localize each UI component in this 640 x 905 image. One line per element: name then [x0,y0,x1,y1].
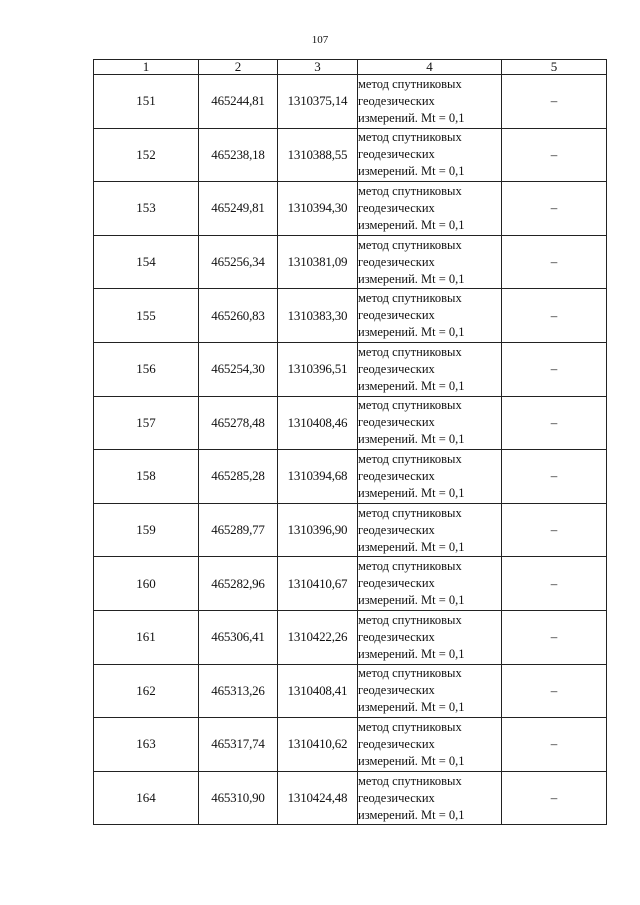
method-line: геодезических [358,93,435,108]
note-cell: – [502,610,607,664]
method-line: измерений. Mt = 0,1 [358,325,465,340]
point-number-cell: 164 [94,771,199,825]
method-line: метод спутниковых [358,612,462,627]
method-line: метод спутниковых [358,719,462,734]
x-coordinate-cell: 465313,26 [199,664,278,718]
point-number-cell: 151 [94,75,199,129]
method-line: измерений. Mt = 0,1 [358,432,465,447]
note-cell: – [502,718,607,772]
method-line: измерений. Mt = 0,1 [358,646,465,661]
point-number-cell: 162 [94,664,199,718]
table-row [94,557,607,611]
column-header: 3 [278,60,358,75]
table-row [94,128,607,182]
note-cell: – [502,664,607,718]
x-coordinate-cell: 465306,41 [199,610,278,664]
method-line: измерений. Mt = 0,1 [358,110,465,125]
table-row [94,235,607,289]
note-cell: – [502,503,607,557]
point-number-cell: 159 [94,503,199,557]
method-line: метод спутниковых [358,76,462,91]
x-coordinate-cell: 465278,48 [199,396,278,450]
method-cell [358,610,502,664]
method-line: метод спутниковых [358,505,462,520]
column-header: 2 [199,60,278,75]
point-number-cell: 153 [94,182,199,236]
note-cell: – [502,557,607,611]
method-line: геодезических [358,200,435,215]
y-coordinate-cell: 1310408,41 [278,664,358,718]
method-line: метод спутниковых [358,237,462,252]
method-line: метод спутниковых [358,773,462,788]
point-number-cell: 158 [94,450,199,504]
method-line: геодезических [358,629,435,644]
table-body [94,75,607,825]
y-coordinate-cell: 1310396,90 [278,503,358,557]
point-number-cell: 163 [94,718,199,772]
table-row [94,503,607,557]
method-line: измерений. Mt = 0,1 [358,700,465,715]
method-line: измерений. Mt = 0,1 [358,539,465,554]
x-coordinate-cell: 465317,74 [199,718,278,772]
note-cell: – [502,396,607,450]
method-line: метод спутниковых [358,344,462,359]
table-row [94,771,607,825]
method-cell [358,235,502,289]
method-line: измерений. Mt = 0,1 [358,593,465,608]
method-line: измерений. Mt = 0,1 [358,378,465,393]
table-row [94,342,607,396]
table-row [94,182,607,236]
method-cell [358,342,502,396]
table-row [94,289,607,343]
note-cell: – [502,342,607,396]
y-coordinate-cell: 1310396,51 [278,342,358,396]
coordinates-table [93,59,607,825]
y-coordinate-cell: 1310408,46 [278,396,358,450]
note-cell: – [502,75,607,129]
method-line: геодезических [358,254,435,269]
point-number-cell: 155 [94,289,199,343]
method-line: метод спутниковых [358,291,462,306]
method-line: метод спутниковых [358,183,462,198]
table-row [94,664,607,718]
method-cell [358,128,502,182]
method-line: измерений. Mt = 0,1 [358,753,465,768]
y-coordinate-cell: 1310394,30 [278,182,358,236]
method-line: геодезических [358,361,435,376]
x-coordinate-cell: 465254,30 [199,342,278,396]
x-coordinate-cell: 465289,77 [199,503,278,557]
column-header: 4 [358,60,502,75]
method-line: геодезических [358,468,435,483]
method-line: метод спутниковых [358,451,462,466]
table-row [94,610,607,664]
column-header: 1 [94,60,199,75]
note-cell: – [502,771,607,825]
x-coordinate-cell: 465244,81 [199,75,278,129]
method-line: измерений. Mt = 0,1 [358,485,465,500]
method-cell [358,718,502,772]
y-coordinate-cell: 1310410,67 [278,557,358,611]
table-row [94,396,607,450]
method-line: метод спутниковых [358,398,462,413]
method-cell [358,396,502,450]
method-cell [358,503,502,557]
method-cell [358,557,502,611]
table-row [94,450,607,504]
x-coordinate-cell: 465260,83 [199,289,278,343]
method-line: метод спутниковых [358,559,462,574]
method-line: геодезических [358,576,435,591]
point-number-cell: 154 [94,235,199,289]
note-cell: – [502,450,607,504]
method-line: измерений. Mt = 0,1 [358,807,465,822]
page-number: 107 [311,34,329,46]
method-line: метод спутниковых [358,666,462,681]
table-row [94,718,607,772]
column-header: 5 [502,60,607,75]
note-cell: – [502,182,607,236]
method-line: геодезических [358,415,435,430]
x-coordinate-cell: 465249,81 [199,182,278,236]
x-coordinate-cell: 465282,96 [199,557,278,611]
point-number-cell: 156 [94,342,199,396]
table-header-row [94,60,607,75]
point-number-cell: 152 [94,128,199,182]
point-number-cell: 160 [94,557,199,611]
y-coordinate-cell: 1310381,09 [278,235,358,289]
method-cell [358,75,502,129]
point-number-cell: 157 [94,396,199,450]
method-cell [358,182,502,236]
method-line: геодезических [358,522,435,537]
table-row [94,75,607,129]
method-line: метод спутниковых [358,130,462,145]
method-line: геодезических [358,147,435,162]
method-line: измерений. Mt = 0,1 [358,217,465,232]
x-coordinate-cell: 465238,18 [199,128,278,182]
y-coordinate-cell: 1310388,55 [278,128,358,182]
y-coordinate-cell: 1310424,48 [278,771,358,825]
method-line: геодезических [358,736,435,751]
x-coordinate-cell: 465310,90 [199,771,278,825]
y-coordinate-cell: 1310422,26 [278,610,358,664]
y-coordinate-cell: 1310410,62 [278,718,358,772]
note-cell: – [502,235,607,289]
method-cell [358,289,502,343]
method-line: геодезических [358,790,435,805]
note-cell: – [502,128,607,182]
y-coordinate-cell: 1310394,68 [278,450,358,504]
method-cell [358,771,502,825]
x-coordinate-cell: 465285,28 [199,450,278,504]
method-line: геодезических [358,308,435,323]
y-coordinate-cell: 1310383,30 [278,289,358,343]
point-number-cell: 161 [94,610,199,664]
note-cell: – [502,289,607,343]
method-cell [358,450,502,504]
method-cell [358,664,502,718]
method-line: измерений. Mt = 0,1 [358,164,465,179]
y-coordinate-cell: 1310375,14 [278,75,358,129]
method-line: измерений. Mt = 0,1 [358,271,465,286]
x-coordinate-cell: 465256,34 [199,235,278,289]
method-line: геодезических [358,683,435,698]
